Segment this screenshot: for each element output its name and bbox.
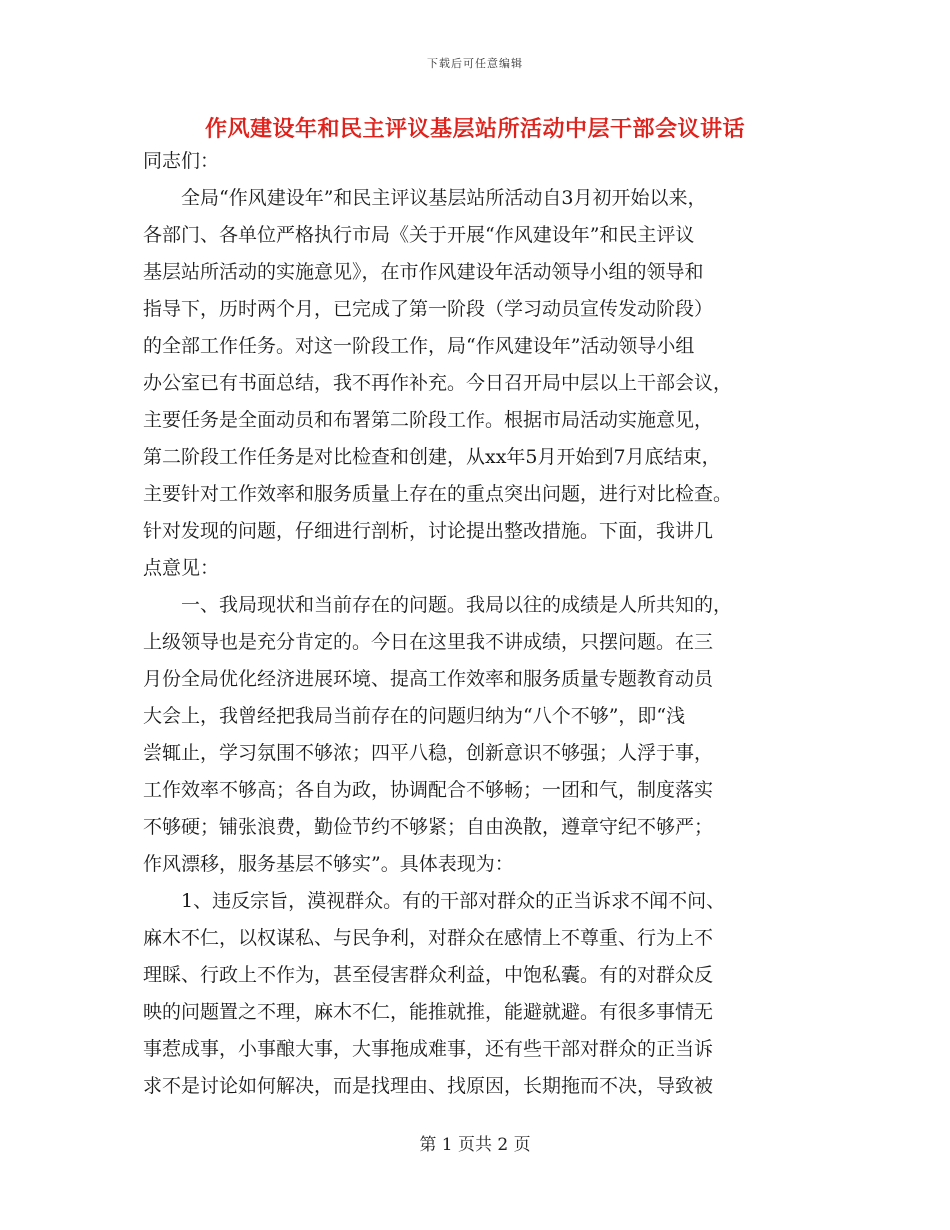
paragraph-line: 指导下，历时两个月，已完成了第一阶段（学习动员宣传发动阶段） xyxy=(143,298,714,320)
paragraph-line: 麻木不仁，以权谋私、与民争利，对群众在感情上不尊重、行为上不 xyxy=(143,927,714,949)
header-note: 下载后可任意编辑 xyxy=(427,57,523,70)
paragraph-line: 针对发现的问题，仔细进行剖析，讨论提出整改措施。下面，我讲几 xyxy=(143,520,714,542)
paragraph-line: 不够硬；铺张浪费，勤俭节约不够紧；自由涣散，遵章守纪不够严； xyxy=(143,816,714,838)
paragraph-line: 主要任务是全面动员和布署第二阶段工作。根据市局活动实施意见， xyxy=(143,409,714,431)
paragraph-line: 理睬、行政上不作为，甚至侵害群众利益，中饱私囊。有的对群众反 xyxy=(143,964,714,986)
paragraph-line: 主要针对工作效率和服务质量上存在的重点突出问题，进行对比检查。 xyxy=(143,483,733,505)
paragraph-line: 作风漂移，服务基层不够实”。具体表现为： xyxy=(143,853,514,875)
paragraph-line: 点意见： xyxy=(143,557,220,579)
paragraph-line: 第二阶段工作任务是对比检查和创建，从xx年5月开始到7月底结束， xyxy=(143,446,721,468)
document-title: 作风建设年和民主评议基层站所活动中层干部会议讲话 xyxy=(204,116,745,142)
paragraph-line: 上级领导也是充分肯定的。今日在这里我不讲成绩，只摆问题。在三 xyxy=(143,631,714,653)
paragraph-line: 基层站所活动的实施意见》，在市作风建设年活动领导小组的领导和 xyxy=(143,261,704,283)
paragraph-line: 尝辄止，学习氛围不够浓；四平八稳，创新意识不够强；人浮于事， xyxy=(143,742,714,764)
paragraph-line: 全局“作风建设年”和民主评议基层站所活动自3月初开始以来， xyxy=(181,187,707,209)
paragraph-line: 月份全局优化经济进展环境、提高工作效率和服务质量专题教育动员 xyxy=(143,668,714,690)
paragraph-line: 办公室已有书面总结，我不再作补充。今日召开局中层以上干部会议， xyxy=(143,372,733,394)
paragraph-line: 工作效率不够高；各自为政，协调配合不够畅；一团和气，制度落实 xyxy=(143,779,714,801)
paragraph-line: 事惹成事，小事酿大事，大事拖成难事，还有些干部对群众的正当诉 xyxy=(143,1038,714,1060)
paragraph-line: 映的问题置之不理，麻木不仁，能推就推，能避就避。有很多事情无 xyxy=(143,1001,714,1023)
paragraph-line: 求不是讨论如何解决，而是找理由、找原因，长期拖而不决，导致被 xyxy=(143,1075,714,1097)
paragraph-line: 1、违反宗旨，漠视群众。有的干部对群众的正当诉求不闻不问、 xyxy=(181,890,726,912)
paragraph-line: 一、我局现状和当前存在的问题。我局以往的成绩是人所共知的， xyxy=(181,594,733,616)
salutation-line: 同志们： xyxy=(143,150,220,172)
paragraph-line: 的全部工作任务。对这一阶段工作，局“作风建设年”活动领导小组 xyxy=(143,335,695,357)
paragraph-line: 大会上，我曾经把我局当前存在的问题归纳为“八个不够”，即“浅 xyxy=(143,705,686,727)
paragraph-line: 各部门、各单位严格执行市局《关于开展“作风建设年”和民主评议 xyxy=(143,224,695,246)
document-body xyxy=(143,143,813,1105)
page-footer: 第 1 页共 2 页 xyxy=(419,1135,531,1155)
